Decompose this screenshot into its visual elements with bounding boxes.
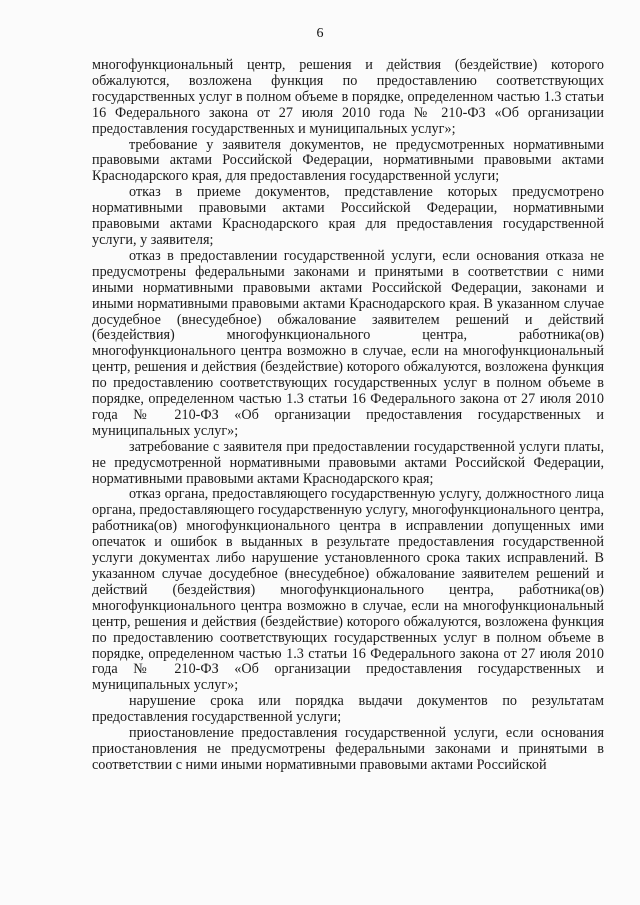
paragraph-refusal-service: отказ в предоставлении государственной услуги, если основания отказа не предусмотрены федеральными законами и принятыми в соответствии с ними иными нормативными правовыми актами Российской Федерации, законами и иными нормативными правовыми актами Краснодарского края. В указанном случае досудебное (внесудебное) обжалование заявителем решений и действий (бездействия) многофункционального центра, работника(ов) многофункционального центра возможно в случае, если на многофункциональный центр, решения и действия (бездействие) которого обжалуются, возложена функция по предоставлению соответствующих государственных услуг в полном объеме в порядке, определенном частью 1.3 статьи 16 Федерального закона от 27 июля 2010 года № 210-ФЗ «Об организации предоставления государственных и муниципальных услуг»; [92, 247, 604, 439]
paragraph-suspension: приостановление предоставления государственной услуги, если основания приостановления не предусмотрены федеральными законами и принятыми в соответствии с ними иными нормативными правовыми актами Российской [92, 725, 604, 773]
paragraph-delivery-violation: нарушение срока или порядка выдачи документов по результатам предоставления государственной услуги; [92, 693, 604, 726]
paragraph-continuation: многофункциональный центр, решения и действия (бездействие) которого обжалуются, возложена функция по предоставлению соответствующих государственных услуг в полном объеме в порядке, определенном частью 1.3 статьи 16 Федерального закона от 27 июля 2010 года № 210-ФЗ «Об организации предоставления государственных и муниципальных услуг»; [92, 57, 604, 137]
paragraph-documents-requirement: требование у заявителя документов, не предусмотренных нормативными правовыми актами Российской Федерации, нормативными правовыми актами Краснодарского края, для предоставления государственной услуги; [92, 136, 604, 185]
page-number: 6 [316, 26, 324, 41]
paragraph-fee-demand: затребование с заявителя при предоставлении государственной услуги платы, не предусмотренной нормативными правовыми актами Российской Федерации, нормативными правовыми актами Краснодарского края; [92, 438, 604, 487]
document-body [92, 58, 604, 774]
paragraph-refusal-accept-documents: отказ в приеме документов, представление которых предусмотрено нормативными правовыми актами Российской Федерации, нормативными правовыми актами Краснодарского края для предоставления государственной услуги, у заявителя; [92, 184, 604, 248]
paragraph-refusal-correction: отказ органа, предоставляющего государственную услугу, должностного лица органа, предоставляющего государственную услугу, многофункционального центра, работника(ов) многофункционального центра в исправлении допущенных ими опечаток и ошибок в выданных в результате предоставления государственной услуги документах либо нарушение установленного срока таких исправлений. В указанном случае досудебное (внесудебное) обжалование заявителем решений и действий (бездействия) многофункционального центра, работника(ов) многофункционального центра возможно в случае, если на многофункциональный центр, решения и действия (бездействие) которого обжалуются, возложена функция по предоставлению соответствующих государственных услуг в полном объеме в порядке, определенном частью 1.3 статьи 16 Федерального закона от 27 июля 2010 года № 210-ФЗ «Об организации предоставления государственных и муниципальных услуг»; [92, 486, 604, 694]
